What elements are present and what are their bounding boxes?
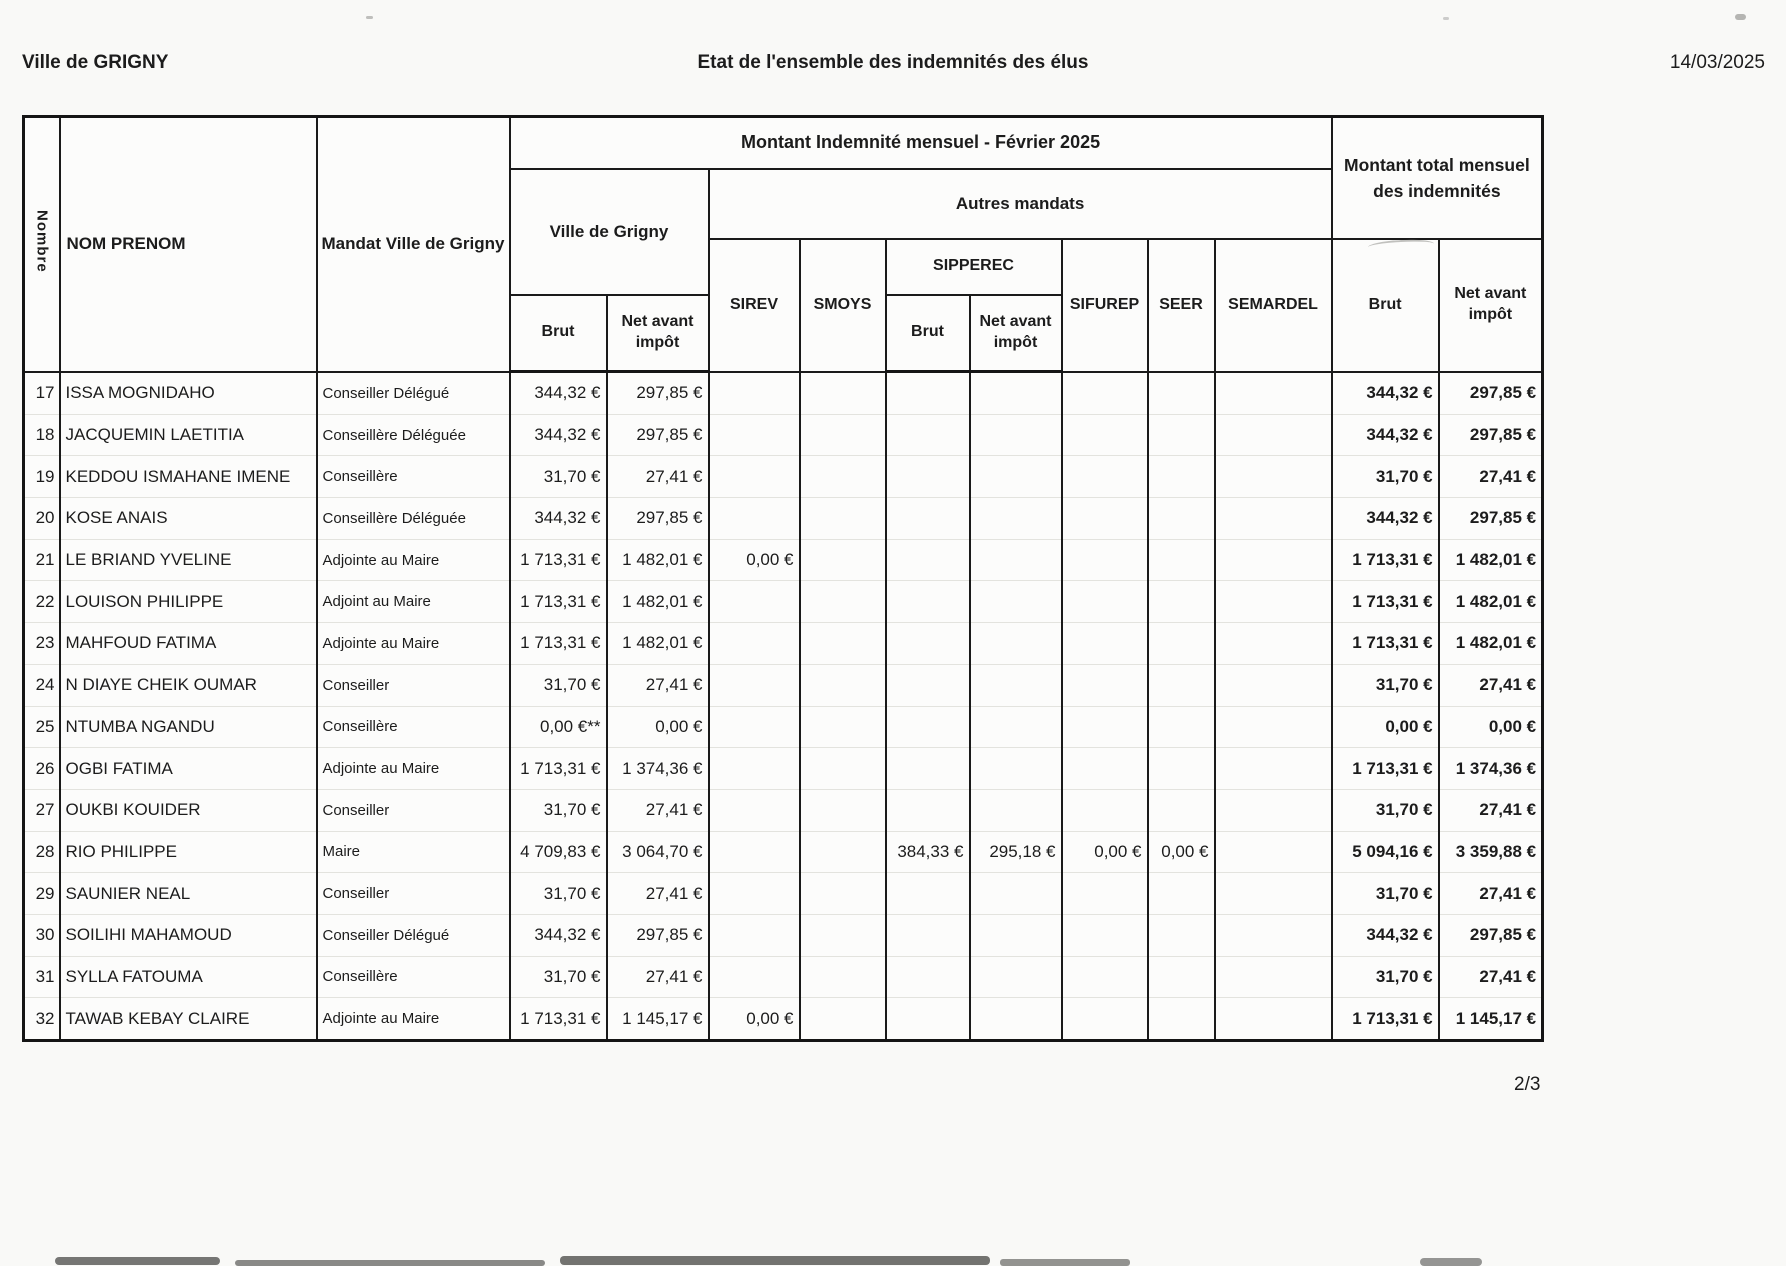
cell-sip_net — [970, 873, 1062, 915]
cell-smoys — [800, 539, 886, 581]
cell-sifurep — [1062, 914, 1148, 956]
cell-ville_brut: 31,70 € — [510, 956, 607, 998]
cell-sip_net — [970, 956, 1062, 998]
cell-mandat: Conseiller — [317, 873, 510, 915]
cell-sip_net — [970, 914, 1062, 956]
cell-nom: NTUMBA NGANDU — [60, 706, 317, 748]
cell-ville_brut: 31,70 € — [510, 873, 607, 915]
col-header-sipperec-brut: Brut — [886, 295, 970, 372]
cell-sip_brut — [886, 623, 970, 665]
cell-num: 18 — [24, 414, 60, 456]
table-row — [24, 998, 1543, 1041]
cell-sifurep — [1062, 998, 1148, 1041]
cell-sip_brut — [886, 498, 970, 540]
cell-total_brut: 31,70 € — [1332, 873, 1439, 915]
cell-smoys — [800, 831, 886, 873]
group-header-montant-total: Montant total mensuel des indemnités — [1332, 117, 1543, 239]
cell-total_brut: 344,32 € — [1332, 914, 1439, 956]
cell-nom: RIO PHILIPPE — [60, 831, 317, 873]
table-row — [24, 831, 1543, 873]
cell-semardel — [1215, 748, 1332, 790]
cell-ville_brut: 1 713,31 € — [510, 748, 607, 790]
cell-nom: ISSA MOGNIDAHO — [60, 372, 317, 415]
col-header-sifurep: SIFUREP — [1062, 239, 1148, 372]
cell-seer — [1148, 623, 1215, 665]
cell-ville_brut: 344,32 € — [510, 414, 607, 456]
cell-total_net: 1 482,01 € — [1439, 623, 1543, 665]
cell-sirev — [709, 914, 800, 956]
cell-nom: SAUNIER NEAL — [60, 873, 317, 915]
cell-semardel — [1215, 789, 1332, 831]
cell-sifurep — [1062, 956, 1148, 998]
cell-sirev — [709, 748, 800, 790]
cell-num: 30 — [24, 914, 60, 956]
col-header-nom-prenom: NOM PRENOM — [60, 117, 317, 372]
cell-nom: KEDDOU ISMAHANE IMENE — [60, 456, 317, 498]
cell-smoys — [800, 414, 886, 456]
scan-artifact — [1443, 17, 1449, 20]
cell-sip_net — [970, 623, 1062, 665]
cell-smoys — [800, 998, 886, 1041]
cell-sirev — [709, 456, 800, 498]
cell-num: 22 — [24, 581, 60, 623]
cell-nom: SOILIHI MAHAMOUD — [60, 914, 317, 956]
cell-ville_net: 27,41 € — [607, 664, 709, 706]
cell-total_brut: 1 713,31 € — [1332, 581, 1439, 623]
cell-mandat: Adjointe au Maire — [317, 539, 510, 581]
cell-ville_net: 3 064,70 € — [607, 831, 709, 873]
col-header-sirev: SIREV — [709, 239, 800, 372]
cell-sirev — [709, 581, 800, 623]
cell-smoys — [800, 706, 886, 748]
cell-semardel — [1215, 498, 1332, 540]
cell-sip_brut — [886, 581, 970, 623]
table-row — [24, 956, 1543, 998]
col-header-nombre-label: Nombre — [33, 210, 51, 274]
cell-nom: TAWAB KEBAY CLAIRE — [60, 998, 317, 1041]
cell-sifurep — [1062, 706, 1148, 748]
cell-semardel — [1215, 372, 1332, 415]
cell-nom: JACQUEMIN LAETITIA — [60, 414, 317, 456]
cell-seer — [1148, 789, 1215, 831]
cell-total_net: 1 482,01 € — [1439, 539, 1543, 581]
col-header-total-net: Net avant impôt — [1439, 239, 1543, 372]
cell-sifurep — [1062, 372, 1148, 415]
table-row — [24, 581, 1543, 623]
cell-sip_net — [970, 456, 1062, 498]
cell-semardel — [1215, 456, 1332, 498]
table-body — [24, 372, 1543, 1041]
cell-sip_brut — [886, 539, 970, 581]
cell-total_brut: 344,32 € — [1332, 498, 1439, 540]
cell-ville_brut: 1 713,31 € — [510, 581, 607, 623]
cell-seer — [1148, 998, 1215, 1041]
cell-total_brut: 31,70 € — [1332, 456, 1439, 498]
table-header — [24, 117, 1543, 372]
scan-artifact — [1420, 1258, 1482, 1266]
cell-smoys — [800, 372, 886, 415]
cell-ville_net: 297,85 € — [607, 414, 709, 456]
table-row — [24, 414, 1543, 456]
cell-nom: LE BRIAND YVELINE — [60, 539, 317, 581]
cell-seer — [1148, 372, 1215, 415]
doc-date: 14/03/2025 — [1669, 52, 1765, 73]
cell-num: 25 — [24, 706, 60, 748]
cell-sip_brut — [886, 998, 970, 1041]
cell-ville_brut: 0,00 €** — [510, 706, 607, 748]
cell-nom: N DIAYE CHEIK OUMAR — [60, 664, 317, 706]
cell-ville_net: 27,41 € — [607, 873, 709, 915]
cell-seer — [1148, 748, 1215, 790]
cell-semardel — [1215, 914, 1332, 956]
cell-sirev — [709, 956, 800, 998]
cell-sip_net — [970, 498, 1062, 540]
cell-nom: KOSE ANAIS — [60, 498, 317, 540]
cell-num: 26 — [24, 748, 60, 790]
cell-sip_brut — [886, 456, 970, 498]
cell-sip_brut — [886, 748, 970, 790]
cell-sip_net — [970, 706, 1062, 748]
cell-nom: SYLLA FATOUMA — [60, 956, 317, 998]
cell-ville_brut: 344,32 € — [510, 498, 607, 540]
cell-sifurep — [1062, 748, 1148, 790]
cell-sirev — [709, 498, 800, 540]
cell-sip_net — [970, 664, 1062, 706]
cell-mandat: Conseillère — [317, 706, 510, 748]
cell-ville_brut: 1 713,31 € — [510, 539, 607, 581]
col-header-ville-brut: Brut — [510, 295, 607, 372]
cell-mandat: Adjointe au Maire — [317, 748, 510, 790]
table-row — [24, 498, 1543, 540]
cell-ville_brut: 344,32 € — [510, 914, 607, 956]
cell-sirev — [709, 372, 800, 415]
cell-ville_brut: 4 709,83 € — [510, 831, 607, 873]
table-row — [24, 789, 1543, 831]
cell-num: 20 — [24, 498, 60, 540]
cell-num: 19 — [24, 456, 60, 498]
table-row — [24, 664, 1543, 706]
cell-sirev — [709, 623, 800, 665]
cell-mandat: Conseillère Déléguée — [317, 414, 510, 456]
cell-semardel — [1215, 581, 1332, 623]
cell-semardel — [1215, 664, 1332, 706]
cell-ville_net: 297,85 € — [607, 914, 709, 956]
cell-sip_brut — [886, 372, 970, 415]
group-header-montant-mensuel: Montant Indemnité mensuel - Février 2025 — [510, 117, 1332, 169]
cell-total_net: 297,85 € — [1439, 414, 1543, 456]
cell-seer — [1148, 914, 1215, 956]
table-row — [24, 914, 1543, 956]
cell-sip_net: 295,18 € — [970, 831, 1062, 873]
cell-seer — [1148, 956, 1215, 998]
cell-num: 17 — [24, 372, 60, 415]
cell-sirev: 0,00 € — [709, 998, 800, 1041]
cell-total_net: 1 482,01 € — [1439, 581, 1543, 623]
cell-semardel — [1215, 831, 1332, 873]
table-row — [24, 748, 1543, 790]
indemnities-table-wrap — [22, 115, 1544, 1042]
table-row — [24, 706, 1543, 748]
cell-smoys — [800, 873, 886, 915]
cell-ville_brut: 31,70 € — [510, 789, 607, 831]
cell-mandat: Adjointe au Maire — [317, 623, 510, 665]
cell-ville_net: 27,41 € — [607, 456, 709, 498]
cell-ville_net: 1 482,01 € — [607, 581, 709, 623]
cell-num: 27 — [24, 789, 60, 831]
cell-seer — [1148, 706, 1215, 748]
cell-sifurep — [1062, 623, 1148, 665]
cell-nom: LOUISON PHILIPPE — [60, 581, 317, 623]
cell-sip_net — [970, 414, 1062, 456]
cell-total_net: 27,41 € — [1439, 664, 1543, 706]
org-name: Ville de GRIGNY — [22, 52, 169, 73]
cell-ville_brut: 344,32 € — [510, 372, 607, 415]
cell-ville_brut: 1 713,31 € — [510, 998, 607, 1041]
cell-smoys — [800, 956, 886, 998]
cell-total_net: 27,41 € — [1439, 956, 1543, 998]
cell-sifurep — [1062, 498, 1148, 540]
table-row — [24, 539, 1543, 581]
cell-sirev — [709, 831, 800, 873]
cell-smoys — [800, 664, 886, 706]
cell-sirev — [709, 706, 800, 748]
cell-mandat: Adjointe au Maire — [317, 998, 510, 1041]
scan-artifact — [55, 1257, 220, 1265]
cell-num: 31 — [24, 956, 60, 998]
cell-num: 21 — [24, 539, 60, 581]
cell-mandat: Conseiller — [317, 664, 510, 706]
cell-sifurep: 0,00 € — [1062, 831, 1148, 873]
cell-total_net: 27,41 € — [1439, 789, 1543, 831]
cell-semardel — [1215, 873, 1332, 915]
cell-sip_net — [970, 372, 1062, 415]
cell-total_net: 0,00 € — [1439, 706, 1543, 748]
cell-total_brut: 5 094,16 € — [1332, 831, 1439, 873]
cell-smoys — [800, 456, 886, 498]
cell-ville_net: 1 482,01 € — [607, 623, 709, 665]
col-header-smoys: SMOYS — [800, 239, 886, 372]
cell-mandat: Conseillère Déléguée — [317, 498, 510, 540]
cell-sirev: 0,00 € — [709, 539, 800, 581]
cell-ville_net: 27,41 € — [607, 956, 709, 998]
col-header-nombre — [24, 117, 60, 372]
cell-total_brut: 31,70 € — [1332, 956, 1439, 998]
cell-sip_brut — [886, 414, 970, 456]
cell-sip_net — [970, 581, 1062, 623]
cell-seer — [1148, 498, 1215, 540]
cell-mandat: Conseiller Délégué — [317, 914, 510, 956]
cell-ville_net: 1 482,01 € — [607, 539, 709, 581]
scan-artifact — [235, 1260, 545, 1266]
cell-semardel — [1215, 623, 1332, 665]
cell-sirev — [709, 789, 800, 831]
cell-total_net: 297,85 € — [1439, 498, 1543, 540]
cell-mandat: Adjoint au Maire — [317, 581, 510, 623]
cell-sifurep — [1062, 414, 1148, 456]
table-row — [24, 372, 1543, 415]
cell-ville_net: 0,00 € — [607, 706, 709, 748]
col-header-mandat: Mandat Ville de Grigny — [317, 117, 510, 372]
group-header-autres-mandats: Autres mandats — [709, 169, 1332, 239]
cell-total_brut: 31,70 € — [1332, 664, 1439, 706]
cell-ville_brut: 31,70 € — [510, 456, 607, 498]
col-header-seer: SEER — [1148, 239, 1215, 372]
cell-seer — [1148, 873, 1215, 915]
group-header-sipperec: SIPPEREC — [886, 239, 1062, 295]
col-header-semardel: SEMARDEL — [1215, 239, 1332, 372]
cell-sirev — [709, 664, 800, 706]
cell-sirev — [709, 414, 800, 456]
cell-total_brut: 1 713,31 € — [1332, 748, 1439, 790]
indemnities-table — [22, 115, 1544, 1042]
cell-seer — [1148, 456, 1215, 498]
table-row — [24, 456, 1543, 498]
cell-total_brut: 0,00 € — [1332, 706, 1439, 748]
cell-smoys — [800, 914, 886, 956]
col-header-sipperec-net: Net avant impôt — [970, 295, 1062, 372]
cell-mandat: Conseiller Délégué — [317, 372, 510, 415]
table-row — [24, 873, 1543, 915]
cell-sip_brut — [886, 914, 970, 956]
cell-semardel — [1215, 956, 1332, 998]
cell-sifurep — [1062, 873, 1148, 915]
page-header — [0, 52, 1786, 82]
cell-sifurep — [1062, 664, 1148, 706]
cell-sirev — [709, 873, 800, 915]
cell-mandat: Conseillère — [317, 456, 510, 498]
col-header-total-brut: Brut — [1332, 239, 1439, 372]
cell-ville_net: 1 374,36 € — [607, 748, 709, 790]
cell-smoys — [800, 623, 886, 665]
cell-num: 29 — [24, 873, 60, 915]
scan-artifact — [366, 16, 373, 19]
cell-semardel — [1215, 539, 1332, 581]
cell-total_net: 297,85 € — [1439, 372, 1543, 415]
cell-nom: OUKBI KOUIDER — [60, 789, 317, 831]
cell-sip_brut: 384,33 € — [886, 831, 970, 873]
cell-total_net: 3 359,88 € — [1439, 831, 1543, 873]
scan-artifact — [1000, 1259, 1130, 1266]
cell-total_brut: 1 713,31 € — [1332, 539, 1439, 581]
group-header-ville-de-grigny: Ville de Grigny — [510, 169, 709, 295]
cell-smoys — [800, 498, 886, 540]
cell-seer — [1148, 414, 1215, 456]
cell-sifurep — [1062, 581, 1148, 623]
cell-seer: 0,00 € — [1148, 831, 1215, 873]
cell-num: 23 — [24, 623, 60, 665]
cell-semardel — [1215, 414, 1332, 456]
cell-seer — [1148, 664, 1215, 706]
cell-total_brut: 1 713,31 € — [1332, 998, 1439, 1041]
cell-total_net: 27,41 € — [1439, 873, 1543, 915]
cell-total_brut: 344,32 € — [1332, 372, 1439, 415]
cell-nom: OGBI FATIMA — [60, 748, 317, 790]
cell-sifurep — [1062, 456, 1148, 498]
cell-nom: MAHFOUD FATIMA — [60, 623, 317, 665]
cell-smoys — [800, 748, 886, 790]
cell-sip_brut — [886, 706, 970, 748]
cell-sip_brut — [886, 956, 970, 998]
cell-seer — [1148, 539, 1215, 581]
cell-total_net: 1 374,36 € — [1439, 748, 1543, 790]
cell-ville_brut: 1 713,31 € — [510, 623, 607, 665]
cell-sifurep — [1062, 539, 1148, 581]
page-number: 2/3 — [1514, 1074, 1541, 1095]
cell-num: 32 — [24, 998, 60, 1041]
cell-smoys — [800, 581, 886, 623]
cell-total_net: 1 145,17 € — [1439, 998, 1543, 1041]
cell-sip_net — [970, 789, 1062, 831]
cell-total_net: 297,85 € — [1439, 914, 1543, 956]
cell-sip_brut — [886, 873, 970, 915]
cell-total_brut: 31,70 € — [1332, 789, 1439, 831]
cell-semardel — [1215, 706, 1332, 748]
cell-seer — [1148, 581, 1215, 623]
cell-ville_net: 297,85 € — [607, 372, 709, 415]
cell-mandat: Maire — [317, 831, 510, 873]
cell-total_net: 27,41 € — [1439, 456, 1543, 498]
cell-num: 28 — [24, 831, 60, 873]
cell-sip_brut — [886, 664, 970, 706]
cell-ville_net: 27,41 € — [607, 789, 709, 831]
cell-semardel — [1215, 998, 1332, 1041]
cell-num: 24 — [24, 664, 60, 706]
cell-sifurep — [1062, 789, 1148, 831]
cell-mandat: Conseiller — [317, 789, 510, 831]
cell-sip_brut — [886, 789, 970, 831]
cell-total_brut: 344,32 € — [1332, 414, 1439, 456]
scan-artifact — [1735, 14, 1746, 20]
cell-ville_net: 297,85 € — [607, 498, 709, 540]
cell-sip_net — [970, 539, 1062, 581]
doc-title: Etat de l'ensemble des indemnités des élus — [697, 52, 1089, 73]
cell-ville_brut: 31,70 € — [510, 664, 607, 706]
cell-ville_net: 1 145,17 € — [607, 998, 709, 1041]
cell-smoys — [800, 789, 886, 831]
scan-artifact — [560, 1256, 990, 1265]
cell-sip_net — [970, 748, 1062, 790]
col-header-ville-net: Net avant impôt — [607, 295, 709, 372]
cell-total_brut: 1 713,31 € — [1332, 623, 1439, 665]
cell-sip_net — [970, 998, 1062, 1041]
table-row — [24, 623, 1543, 665]
cell-mandat: Conseillère — [317, 956, 510, 998]
